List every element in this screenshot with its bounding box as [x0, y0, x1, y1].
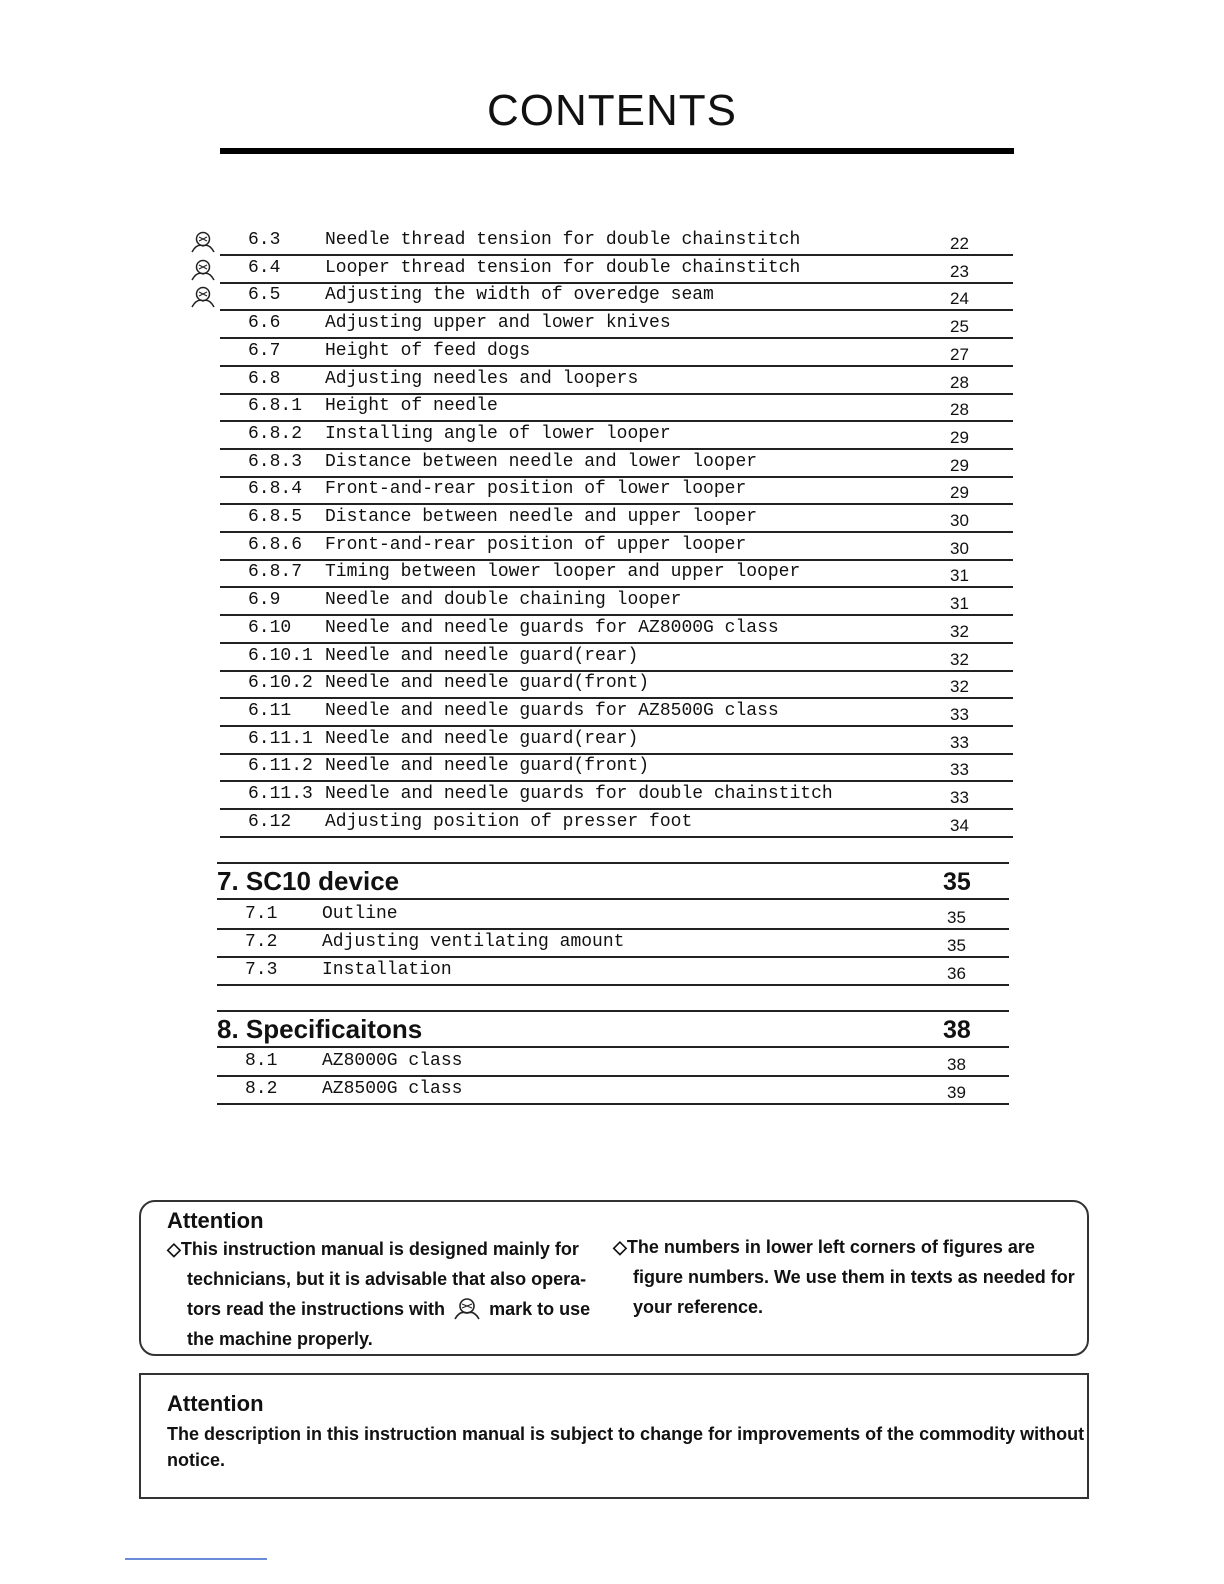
toc-row	[220, 365, 1013, 395]
toc-number: 6.8.7	[248, 562, 303, 583]
toc-row	[217, 1047, 1009, 1077]
toc-number: 7.2	[245, 932, 278, 952]
toc-title: Needle thread tension for double chainstitch	[325, 230, 801, 250]
toc-page-number: 28	[950, 400, 969, 420]
toc-title: Needle and needle guard(front)	[325, 756, 650, 777]
toc-number: 6.10	[248, 617, 292, 638]
toc-row	[217, 900, 1009, 930]
toc-title: Adjusting upper and lower knives	[325, 313, 671, 334]
toc-row	[220, 392, 1013, 422]
toc-page-number: 31	[950, 566, 969, 586]
attention-box-1	[139, 1200, 1089, 1356]
toc-title: Adjusting ventilating amount	[322, 932, 625, 952]
toc-number: 8.2	[245, 1079, 278, 1099]
attention-right-line-1: ◇The numbers in lower left corners of figures are	[613, 1237, 1035, 1257]
toc-number: 6.4	[248, 257, 281, 278]
toc-title: Needle and double chaining looper	[325, 590, 682, 611]
toc-row	[220, 475, 1013, 505]
toc-row	[220, 697, 1013, 727]
attention-left-line-4: the machine properly.	[187, 1329, 373, 1349]
operator-mark-icon	[190, 284, 216, 308]
toc-page-number: 36	[947, 964, 966, 983]
toc-number: 6.10.1	[248, 645, 313, 666]
attention-left-line-3	[167, 1294, 590, 1324]
toc-title: Height of needle	[325, 396, 498, 417]
toc-page-number: 24	[950, 289, 969, 309]
toc-number: 6.3	[248, 230, 281, 250]
toc-page-number: 32	[950, 621, 969, 641]
toc-page-number: 33	[950, 788, 969, 807]
toc-row	[220, 503, 1013, 533]
toc-title: Distance between needle and lower looper	[325, 451, 758, 472]
toc-row	[220, 226, 1013, 256]
attention-right-line-3: your reference.	[633, 1297, 764, 1317]
toc-row	[220, 780, 1013, 810]
toc-number: 6.8.6	[248, 534, 303, 555]
attention-heading: Attention	[167, 1208, 264, 1233]
toc-number: 7.3	[245, 960, 278, 980]
attention-left-line-3a: tors read the instructions with	[187, 1299, 446, 1319]
toc-page-number: 35	[947, 936, 966, 955]
toc-row	[220, 752, 1013, 782]
toc-number: 6.11.3	[248, 784, 313, 804]
toc-title: Outline	[322, 904, 398, 924]
toc-title: Distance between needle and upper looper	[325, 507, 758, 527]
toc-row	[217, 1075, 1009, 1105]
toc-row	[220, 642, 1013, 672]
toc-number: 7.1	[245, 904, 278, 924]
toc-section-heading	[217, 862, 1009, 900]
toc-page-number: 32	[950, 649, 969, 669]
toc-title: Timing between lower looper and upper looper	[325, 562, 801, 583]
toc-title: Height of feed dogs	[325, 340, 531, 361]
attention-heading-2: Attention	[167, 1391, 264, 1416]
section-title: 7. SC10 device	[217, 866, 400, 896]
toc-title: Adjusting needles and loopers	[325, 368, 639, 389]
operator-mark-icon	[452, 1295, 482, 1321]
attention-left-text	[167, 1234, 590, 1354]
toc-number: 6.7	[248, 340, 281, 361]
toc-number: 6.5	[248, 285, 281, 306]
operator-mark-icon	[190, 229, 216, 253]
toc-page-number: 25	[950, 317, 969, 337]
toc-number: 6.11.1	[248, 728, 313, 749]
toc-row	[220, 337, 1013, 367]
toc-row	[220, 669, 1013, 699]
toc-title: Needle and needle guard(front)	[325, 673, 650, 694]
toc-row	[220, 420, 1013, 450]
page-title: CONTENTS	[487, 86, 737, 135]
toc-title: AZ8500G class	[322, 1079, 463, 1099]
operator-mark-icon	[190, 257, 216, 281]
toc-page-number: 29	[950, 483, 969, 503]
toc-section-heading	[217, 1010, 1009, 1048]
toc-number: 6.8.4	[248, 479, 303, 500]
toc-row	[220, 309, 1013, 339]
toc-row	[220, 614, 1013, 644]
toc-number: 6.12	[248, 811, 292, 832]
toc-row	[220, 531, 1013, 561]
attention-notice-line-2: notice.	[167, 1450, 226, 1470]
toc-page-number: 29	[950, 427, 969, 447]
toc-row	[217, 956, 1009, 986]
footer-blue-line	[125, 1558, 267, 1560]
attention-notice-line-1: The description in this instruction manual is subject to change for improvements of the commodity without	[167, 1424, 1085, 1444]
toc-page-number: 33	[950, 760, 969, 780]
toc-number: 6.11.2	[248, 756, 313, 777]
toc-title: Installing angle of lower looper	[325, 423, 671, 444]
toc-number: 8.1	[245, 1051, 278, 1071]
attention-left-line-2: technicians, but it is advisable that also opera-	[187, 1269, 587, 1289]
toc-row	[220, 281, 1013, 311]
toc-title: Front-and-rear position of lower looper	[325, 479, 747, 500]
toc-title: Looper thread tension for double chainstitch	[325, 257, 801, 278]
toc-title: Needle and needle guard(rear)	[325, 645, 639, 666]
toc-number: 6.9	[248, 590, 281, 611]
toc-page-number: 39	[947, 1083, 966, 1102]
section-page-number: 35	[943, 868, 971, 896]
toc-number: 6.10.2	[248, 673, 313, 694]
toc-row	[217, 928, 1009, 958]
attention-left-line-1: ◇This instruction manual is designed mainly for	[167, 1239, 579, 1259]
toc-number: 6.8	[248, 368, 281, 389]
toc-page-number: 33	[950, 732, 969, 752]
toc-page-number: 30	[950, 538, 969, 558]
toc-title: Adjusting the width of overedge seam	[325, 285, 714, 306]
toc-page-number: 23	[950, 261, 969, 281]
toc-title: Adjusting position of presser foot	[325, 811, 693, 832]
toc-page-number: 33	[950, 704, 969, 724]
toc-page-number: 28	[950, 372, 969, 392]
section-title: 8. Specificaitons	[217, 1014, 423, 1044]
toc-page-number: 22	[950, 234, 969, 253]
toc-row	[220, 725, 1013, 755]
attention-right-line-2: figure numbers. We use them in texts as needed for	[633, 1267, 1075, 1287]
toc-number: 6.11	[248, 700, 292, 721]
toc-number: 6.8.5	[248, 507, 303, 527]
toc-number: 6.8.1	[248, 396, 303, 417]
toc-page-number: 29	[950, 455, 969, 475]
toc-row	[220, 586, 1013, 616]
toc-row	[220, 254, 1013, 284]
attention-notice-text	[167, 1421, 1084, 1473]
toc-page-number: 31	[950, 594, 969, 614]
toc-page-number: 30	[950, 511, 969, 530]
toc-row	[220, 448, 1013, 478]
toc-title: Needle and needle guards for double chainstitch	[325, 784, 833, 804]
section-page-number: 38	[943, 1016, 971, 1044]
toc-number: 6.8.3	[248, 451, 303, 472]
toc-title: Front-and-rear position of upper looper	[325, 534, 747, 555]
toc-title: Needle and needle guards for AZ8000G class	[325, 617, 779, 638]
toc-number: 6.8.2	[248, 423, 303, 444]
toc-row	[220, 808, 1013, 838]
toc-title: Installation	[322, 960, 452, 980]
attention-box-2	[139, 1373, 1089, 1499]
toc-page-number: 38	[947, 1055, 966, 1074]
toc-title: Needle and needle guards for AZ8500G class	[325, 700, 779, 721]
toc-page-number: 34	[950, 815, 969, 835]
toc-page-number: 35	[947, 908, 966, 927]
attention-left-line-3b: mark to use	[489, 1299, 591, 1319]
attention-right-text	[613, 1232, 1075, 1322]
toc-title: Needle and needle guard(rear)	[325, 728, 639, 749]
toc-row	[220, 558, 1013, 588]
toc-page-number: 32	[950, 677, 969, 697]
toc-page-number: 27	[950, 344, 969, 364]
toc-number: 6.6	[248, 313, 281, 334]
toc-title: AZ8000G class	[322, 1051, 463, 1071]
